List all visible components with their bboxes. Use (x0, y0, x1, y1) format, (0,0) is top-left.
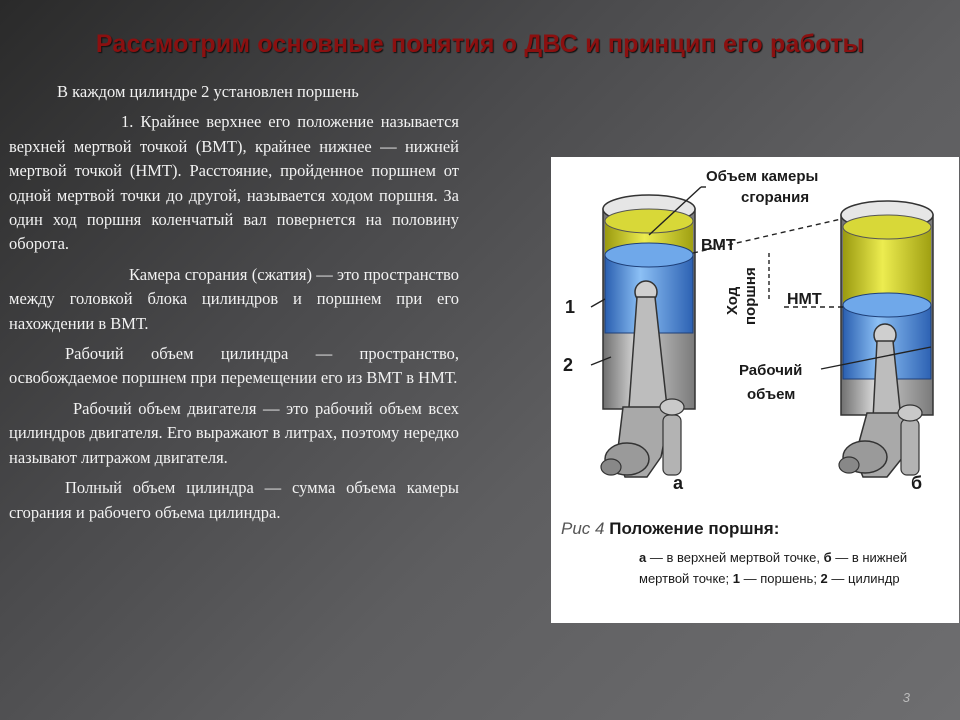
label-chamber-1: Объем камеры (706, 168, 819, 185)
paragraph-piston: В каждом цилиндре 2 установлен поршень (57, 82, 359, 101)
caption-key-b: б (823, 550, 832, 565)
caption-desc-b: — в нижней мертвой точке; (639, 550, 908, 586)
paragraph-combustion-chamber: Камера сгорания (сжатия) — это пространство между головкой блока цилиндров и поршнем при его нахождении в ВМТ. (9, 264, 459, 333)
figure-caption (561, 519, 956, 589)
paragraph-cylinder-volume: Рабочий объем цилиндра — пространство, освобождаемое поршнем при перемещении его из ВМТ в НМТ. (9, 344, 459, 388)
label-stroke-1: Ход (724, 286, 741, 315)
paragraph-dead-centers: 1. Крайнее верхнее его положение называется верхней мертвой точкой (ВМТ), крайнее нижнее — нижней мертвой точкой (НМТ). Расстояние, пройденное поршнем от одной мертвой точки до другой, называется ходом поршня. За один ход поршня коленчатый вал повернется на половину оборота. (9, 112, 459, 254)
paragraph-total-volume: Полный объем цилиндра — сумма объема камеры сгорания и рабочего объема цилиндра. (9, 478, 459, 522)
slide-number: 3 (902, 690, 910, 705)
assembly-b (839, 201, 933, 477)
label-number-1: 1 (565, 297, 576, 317)
caption-desc-1: — поршень; (739, 571, 821, 586)
label-chamber-2: сгорания (741, 189, 810, 206)
caption-desc-a: — в верхней мертвой точке, (646, 550, 824, 565)
label-b: б (911, 473, 923, 493)
slide-title: Рассмотрим основные понятия о ДВС и принцип его работы (95, 30, 865, 58)
label-working-2: объем (747, 386, 796, 403)
label-working-1: Рабочий (739, 362, 803, 379)
caption-legend (639, 547, 956, 589)
label-vmt: ВМТ (701, 237, 736, 254)
label-number-2: 2 (563, 355, 574, 375)
label-a: а (673, 473, 684, 493)
body-text (9, 80, 459, 531)
caption-desc-2: — цилиндр (827, 571, 900, 586)
caption-figure-number: Рис 4 (561, 519, 605, 538)
paragraph-engine-volume: Рабочий объем двигателя — это рабочий объем всех цилиндров двигателя. Его выражают в литрах, поэтому нередко называют литражом двигателя. (9, 398, 459, 467)
caption-title: Положение поршня: (609, 519, 780, 538)
assembly-a (601, 195, 695, 477)
label-nmt: НМТ (787, 291, 822, 308)
caption-key-1: 1 (732, 571, 740, 586)
caption-key-a: а (639, 550, 647, 565)
label-stroke-2: поршня (742, 267, 759, 325)
piston-figure (551, 157, 959, 623)
caption-key-2: 2 (820, 571, 828, 586)
